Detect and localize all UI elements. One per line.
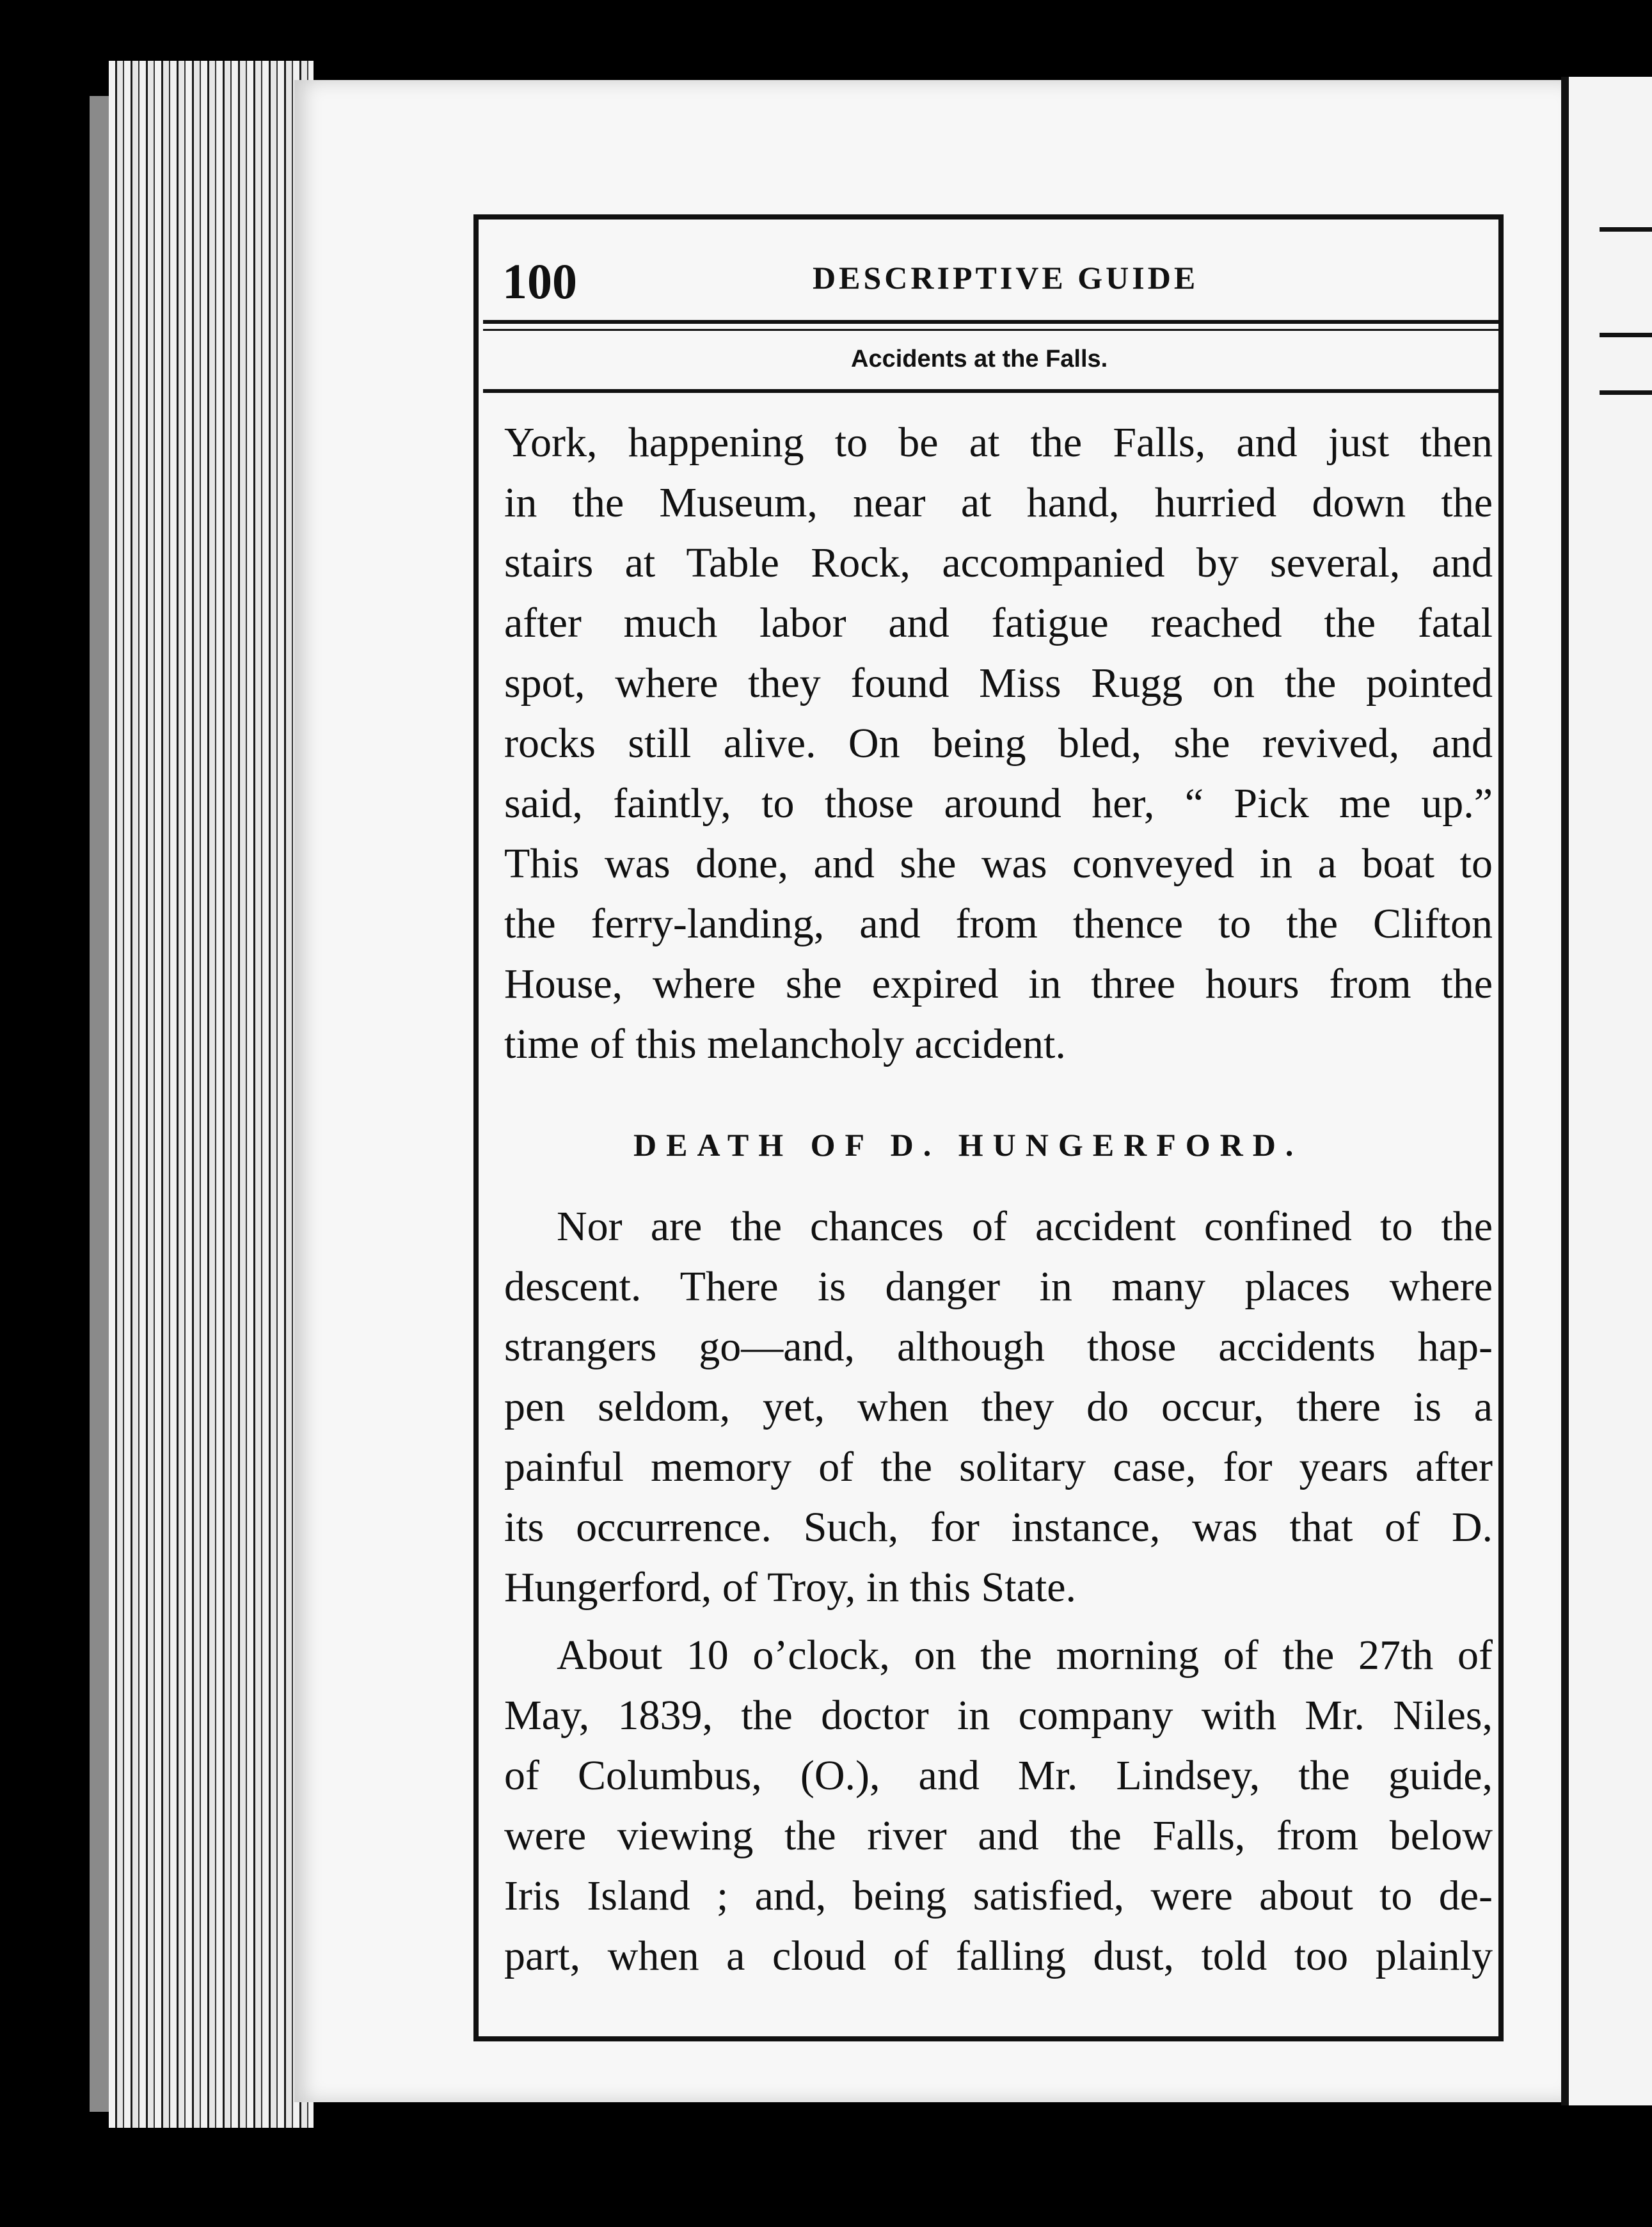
text-line: time of this melancholy accident. [504, 1021, 1066, 1067]
text-line: in the Museum, near at hand, hurried down the [504, 479, 1493, 526]
stacked-page-edges [109, 61, 314, 2128]
facing-page-rule [1600, 333, 1652, 337]
subheading-rule [483, 389, 1504, 393]
text-line: spot, where they found Miss Rugg on the pointed [504, 660, 1493, 706]
text-line: Hungerford, of Troy, in this State. [504, 1564, 1077, 1611]
text-line: painful memory of the solitary case, for years after [504, 1444, 1493, 1490]
text-line: May, 1839, the doctor in company with Mr. Niles, [504, 1692, 1493, 1739]
paragraph-morning-account [504, 1625, 1493, 1986]
running-title: DESCRIPTIVE GUIDE [813, 260, 1199, 296]
text-line: stairs at Table Rock, accompanied by several, and [504, 539, 1493, 586]
text-line: its occurrence. Such, for instance, was that of D. [504, 1504, 1493, 1551]
text-line: York, happening to be at the Falls, and just then [504, 419, 1493, 466]
page-number: 100 [502, 253, 577, 309]
text-line: part, when a cloud of falling dust, told too plainly [504, 1933, 1493, 1979]
text-line: were viewing the river and the Falls, from below [504, 1812, 1493, 1859]
text-line: Iris Island ; and, being satisfied, were about to de- [504, 1872, 1493, 1919]
facing-page-edge [1561, 77, 1652, 2105]
text-line: pen seldom, yet, when they do occur, there is a [504, 1384, 1493, 1430]
text-line: strangers go—and, although those accidents hap- [504, 1323, 1493, 1370]
paragraph-continued [504, 413, 1493, 1074]
text-line: Nor are the chances of accident confined to the [557, 1203, 1493, 1250]
header-rule-thin [483, 329, 1504, 331]
section-heading: DEATH OF D. HUNGERFORD. [633, 1127, 1303, 1163]
text-line: of Columbus, (O.), and Mr. Lindsey, the guide, [504, 1752, 1493, 1799]
header-rule [483, 320, 1504, 324]
paragraph-hungerford-intro [504, 1197, 1493, 1618]
text-line: rocks still alive. On being bled, she revived, and [504, 720, 1493, 767]
text-line: after much labor and fatigue reached the fatal [504, 600, 1493, 646]
text-line: House, where she expired in three hours from the [504, 961, 1493, 1007]
text-line: said, faintly, to those around her, “ Pick me up.” [504, 780, 1493, 827]
text-line: the ferry-landing, and from thence to the Clifton [504, 900, 1493, 947]
facing-page-rule [1600, 227, 1652, 232]
facing-page-rule [1600, 390, 1652, 395]
text-line: descent. There is danger in many places where [504, 1263, 1493, 1310]
running-subheading: Accidents at the Falls. [851, 346, 1108, 372]
text-line: About 10 o’clock, on the morning of the 27th of [557, 1632, 1493, 1679]
text-line: This was done, and she was conveyed in a boat to [504, 840, 1493, 887]
